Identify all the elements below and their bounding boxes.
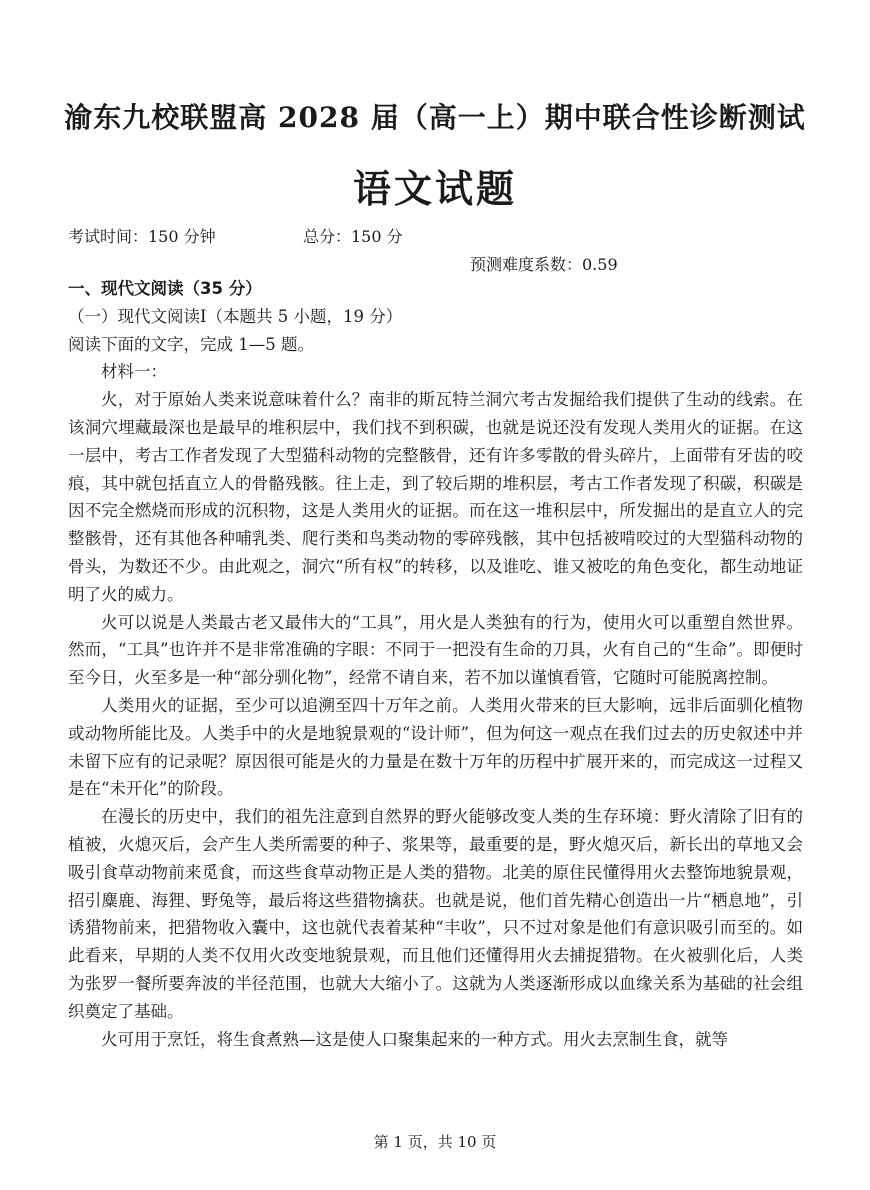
document-body xyxy=(68,275,803,1053)
exam-title: 渝东九校联盟高 2028 届（高一上）期中联合性诊断测试 xyxy=(64,101,806,134)
paragraph: 火可以说是人类最古老又最伟大的“工具”，用火是人类独有的行为，使用火可以重塑自然世界。然而，“工具”也许并不是非常准确的字眼：不同于一把没有生命的刀具，火有自己的“生命”。即便时至今日，火至多是一种“部分驯化物”，经常不请自来，若不加以谨慎看管，它随时可能脱离控制。 xyxy=(68,612,803,688)
paragraph: 火，对于原始人类来说意味着什么？南非的斯瓦特兰洞穴考古发掘给我们提供了生动的线索。在该洞穴埋藏最深也是最早的堆积层中，我们找不到积碳，也就是说还没有发现人类用火的证据。在这一层中，考古工作者发现了大型猫科动物的完整骸骨，还有许多零散的骨头碎片，上面带有牙齿的咬痕，其中就包括直立人的骨骼残骸。往上走，到了较后期的堆积层，考古工作者发现了积碳，积碳是因不完全燃烧而形成的沉积物，这是人类用火的证据。而在这一堆积层中，所发掘出的是直立人的完整骸骨，还有其他各种哺乳类、爬行类和鸟类动物的零碎残骸，其中包括被啃咬过的大型猫科动物的骨头，为数还不少。由此观之，洞穴“所有权”的转移，以及谁吃、谁又被吃的角色变化，都生动地证明了火的威力。 xyxy=(68,390,803,604)
difficulty-coefficient: 预测难度系数：0.59 xyxy=(470,255,618,274)
section-subheading: （一）现代文阅读Ⅰ（本题共 5 小题，19 分） xyxy=(68,306,403,326)
subject-title: 语文试题 xyxy=(352,166,517,211)
reading-instruction: 阅读下面的文字，完成 1—5 题。 xyxy=(68,334,314,354)
paragraph: 人类用火的证据，至少可以追溯至四十万年之前。人类用火带来的巨大影响，远非后面驯化植物或动物所能比及。人类手中的火是地貌景观的“设计师”，但为何这一观点在我们过去的历史叙述中并未留下应有的记录呢？原因很可能是火的力量是在数十万年的历程中扩展开来的，而完成这一过程又是在“未开化”的阶段。 xyxy=(68,695,803,799)
paragraph: 火可用于烹饪，将生食煮熟—这是使人口聚集起来的一种方式。用火去烹制生食，就等 xyxy=(101,1029,728,1049)
material-label: 材料一： xyxy=(101,362,167,382)
page-footer: 第 1 页，共 10 页 xyxy=(373,1133,497,1151)
section-heading: 一、现代文阅读（35 分） xyxy=(68,279,262,298)
total-score: 总分：150 分 xyxy=(303,227,403,246)
paragraph: 在漫长的历史中，我们的祖先注意到自然界的野火能够改变人类的生存环境：野火清除了旧有的植被，火熄灭后，会产生人类所需要的种子、浆果等，最重要的是，野火熄灭后，新长出的草地又会吸引食草动物前来觅食，而这些食草动物正是人类的猎物。北美的原住民懂得用火去整饰地貌景观，招引麋鹿、海狸、野兔等，最后将这些猎物擒获。也就是说，他们首先精心创造出一片“栖息地”，引诱猎物前来，把猎物收入囊中，这也就代表着某种“丰收”，只不过对象是他们有意识吸引而至的。如此看来，早期的人类不仅用火改变地貌景观，而且他们还懂得用火去捕捉猎物。在火被驯化后，人类为张罗一餐所要奔波的半径范围，也就大大缩小了。这就为人类逐渐形成以血缘关系为基础的社会组织奠定了基础。 xyxy=(68,807,803,1021)
exam-time: 考试时间：150 分钟 xyxy=(68,227,216,246)
